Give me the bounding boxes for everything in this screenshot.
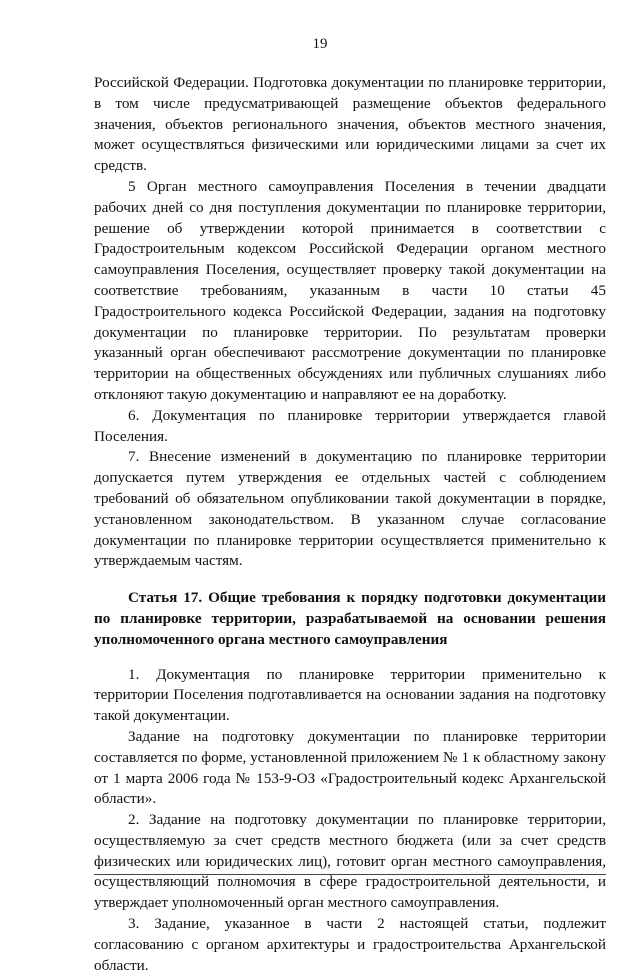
- paragraph-item-5: 5 Орган местного самоуправления Поселения в течении двадцати рабочих дней со дня поступления документации по планировке территории, решение об утверждении которой принимается в соответствии с Градостроительным кодексом Российской Федерации органом местного самоуправления Поселения, осуществляет проверку такой документации на соответствие требованиям, указанным в части 10 статьи 45 Градостроительного кодекса Российской Федерации, задания на подготовку документации по планировке территории. По результатам проверки указанный орган обеспечивают рассмотрение документации по планировке территории на общественных обсуждениях или публичных слушаниях либо отклоняют такую документацию и направляют ее на доработку.: [94, 177, 606, 403]
- article-heading: Статья 17. Общие требования к порядку подготовки документации по планировке территории, разрабатываемой на основании решения уполномоченного органа местного самоуправления: [94, 589, 606, 648]
- paragraph-item-2: 2. Задание на подготовку документации по планировке территории, осуществляемую за счет средств местного бюджета (или за счет средств физических или юридических лиц), готовит орган местного самоуправления, осуществляющий полномочия в сфере градостроительной деятельности, и утверждает уполномоченный орган местного самоуправления.: [94, 811, 606, 912]
- page-number: 19: [312, 36, 328, 52]
- footer-rule: [94, 874, 606, 875]
- paragraph-task-form: Задание на подготовку документации по планировке территории составляется по форме, установленной приложением № 1 к областному закону от 1 марта 2006 года № 153-9-ОЗ «Градостроительный кодекс Архангельской области».: [94, 727, 606, 808]
- paragraph-item-3: 3. Задание, указанное в части 2 настоящей статьи, подлежит согласованию с органом архитектуры и градостроительства Архангельской области.: [94, 915, 606, 974]
- document-body: [94, 73, 606, 976]
- paragraph-item-1: 1. Документация по планировке территории применительно к территории Поселения подготавливается на основании задания на подготовку такой документации.: [94, 665, 606, 725]
- paragraph-continuation: Российской Федерации. Подготовка документации по планировке территории, в том числе предусматривающей размещение объектов федерального значения, объектов регионального значения, объектов местного значения, может осуществляться физическими или юридическими лицами за счет их средств.: [94, 74, 606, 175]
- paragraph-item-6: 6. Документация по планировке территории утверждается главой Поселения.: [94, 406, 606, 445]
- paragraph-item-7: 7. Внесение изменений в документацию по планировке территории допускается путем утверждения ее отдельных частей с соблюдением требований об обязательном опубликовании такой документации в порядке, установленном законодательством. В указанном случае согласование документации по планировке территории осуществляется применительно к утверждаемым частям.: [94, 448, 606, 570]
